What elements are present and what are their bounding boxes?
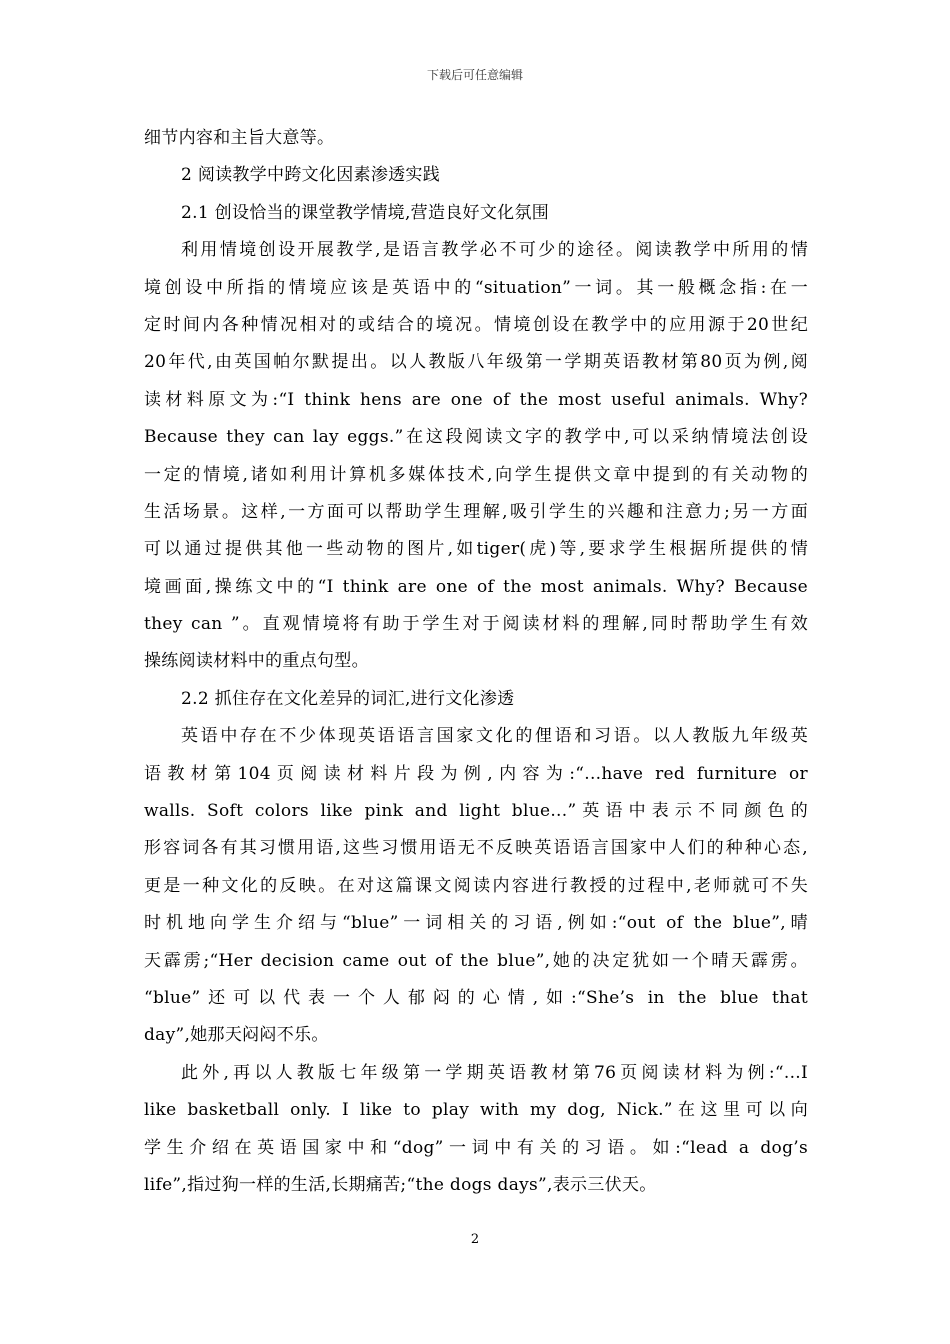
text-line: 一定的情境,诸如利用计算机多媒体技术,向学生提供文章中提到的有关动物的 (144, 464, 808, 485)
text-line: 更是一种文化的反映。在对这篇课文阅读内容进行教授的过程中,老师就可不失 (144, 875, 808, 896)
page-header: 下载后可任意编辑 (426, 68, 523, 82)
body-text (144, 120, 808, 1204)
text-line: 2 阅读教学中跨文化因素渗透实践 (181, 165, 441, 186)
text-line: life”,指过狗一样的生活,长期痛苦;“the dogs days”,表示三伏天。 (144, 1174, 657, 1195)
text-line: 形容词各有其习惯用语,这些习惯用语无不反映英语语言国家中人们的种种心态, (144, 838, 808, 859)
text-line: 定时间内各种情况相对的或结合的境况。情境创设在教学中的应用源于20世纪 (144, 314, 808, 335)
text-line: like basketball only. I like to play with my dog, Nick.”在这里可以向 (144, 1100, 808, 1121)
text-line: 学生介绍在英语国家中和“dog”一词中有关的习语。如:“lead a dog’s (144, 1137, 808, 1158)
text-line: 操练阅读材料中的重点句型。 (144, 651, 369, 672)
text-line: “blue”还可以代表一个人郁闷的心情,如:“She’s in the blue that (144, 987, 808, 1008)
text-line: 境画面,操练文中的“I think are one of the most animals. Why? Because (144, 576, 808, 597)
text-line: 2.1 创设恰当的课堂教学情境,营造良好文化氛围 (181, 202, 550, 223)
text-line: 利用情境创设开展教学,是语言教学必不可少的途径。阅读教学中所用的情 (181, 240, 808, 261)
text-line: 可以通过提供其他一些动物的图片,如tiger(虎)等,要求学生根据所提供的情 (144, 539, 808, 560)
text-line: day”,她那天闷闷不乐。 (144, 1025, 329, 1046)
text-line: walls. Soft colors like pink and light blue...”英语中表示不同颜色的 (144, 801, 808, 822)
text-line: 读材料原文为:“I think hens are one of the most useful animals. Why? (144, 389, 808, 410)
text-line: 天霹雳;“Her decision came out of the blue”,她的决定犹如一个晴天霹雳。 (144, 950, 808, 971)
page-number: 2 (470, 1232, 480, 1247)
text-line: 英语中存在不少体现英语语言国家文化的俚语和习语。以人教版九年级英 (181, 726, 808, 747)
text-line: Because they can lay eggs.”在这段阅读文字的教学中,可以采纳情境法创设 (144, 427, 808, 448)
text-line: 境创设中所指的情境应该是英语中的“situation”一词。其一般概念指:在一 (144, 277, 808, 298)
text-line: 生活场景。这样,一方面可以帮助学生理解,吸引学生的兴趣和注意力;另一方面 (144, 501, 808, 522)
text-line: 此外,再以人教版七年级第一学期英语教材第76页阅读材料为例:“...I (181, 1062, 808, 1083)
text-line: 时机地向学生介绍与“blue”一词相关的习语,例如:“out of the blue”,晴 (144, 913, 808, 934)
text-line: 细节内容和主旨大意等。 (144, 128, 335, 148)
text-line: they can ”。直观情境将有助于学生对于阅读材料的理解,同时帮助学生有效 (144, 614, 808, 635)
text-line: 语教材第104页阅读材料片段为例,内容为:“...have red furniture or (144, 763, 808, 784)
text-line: 2.2 抓住存在文化差异的词汇,进行文化渗透 (181, 688, 515, 709)
text-line: 20年代,由英国帕尔默提出。以人教版八年级第一学期英语教材第80页为例,阅 (144, 352, 808, 373)
